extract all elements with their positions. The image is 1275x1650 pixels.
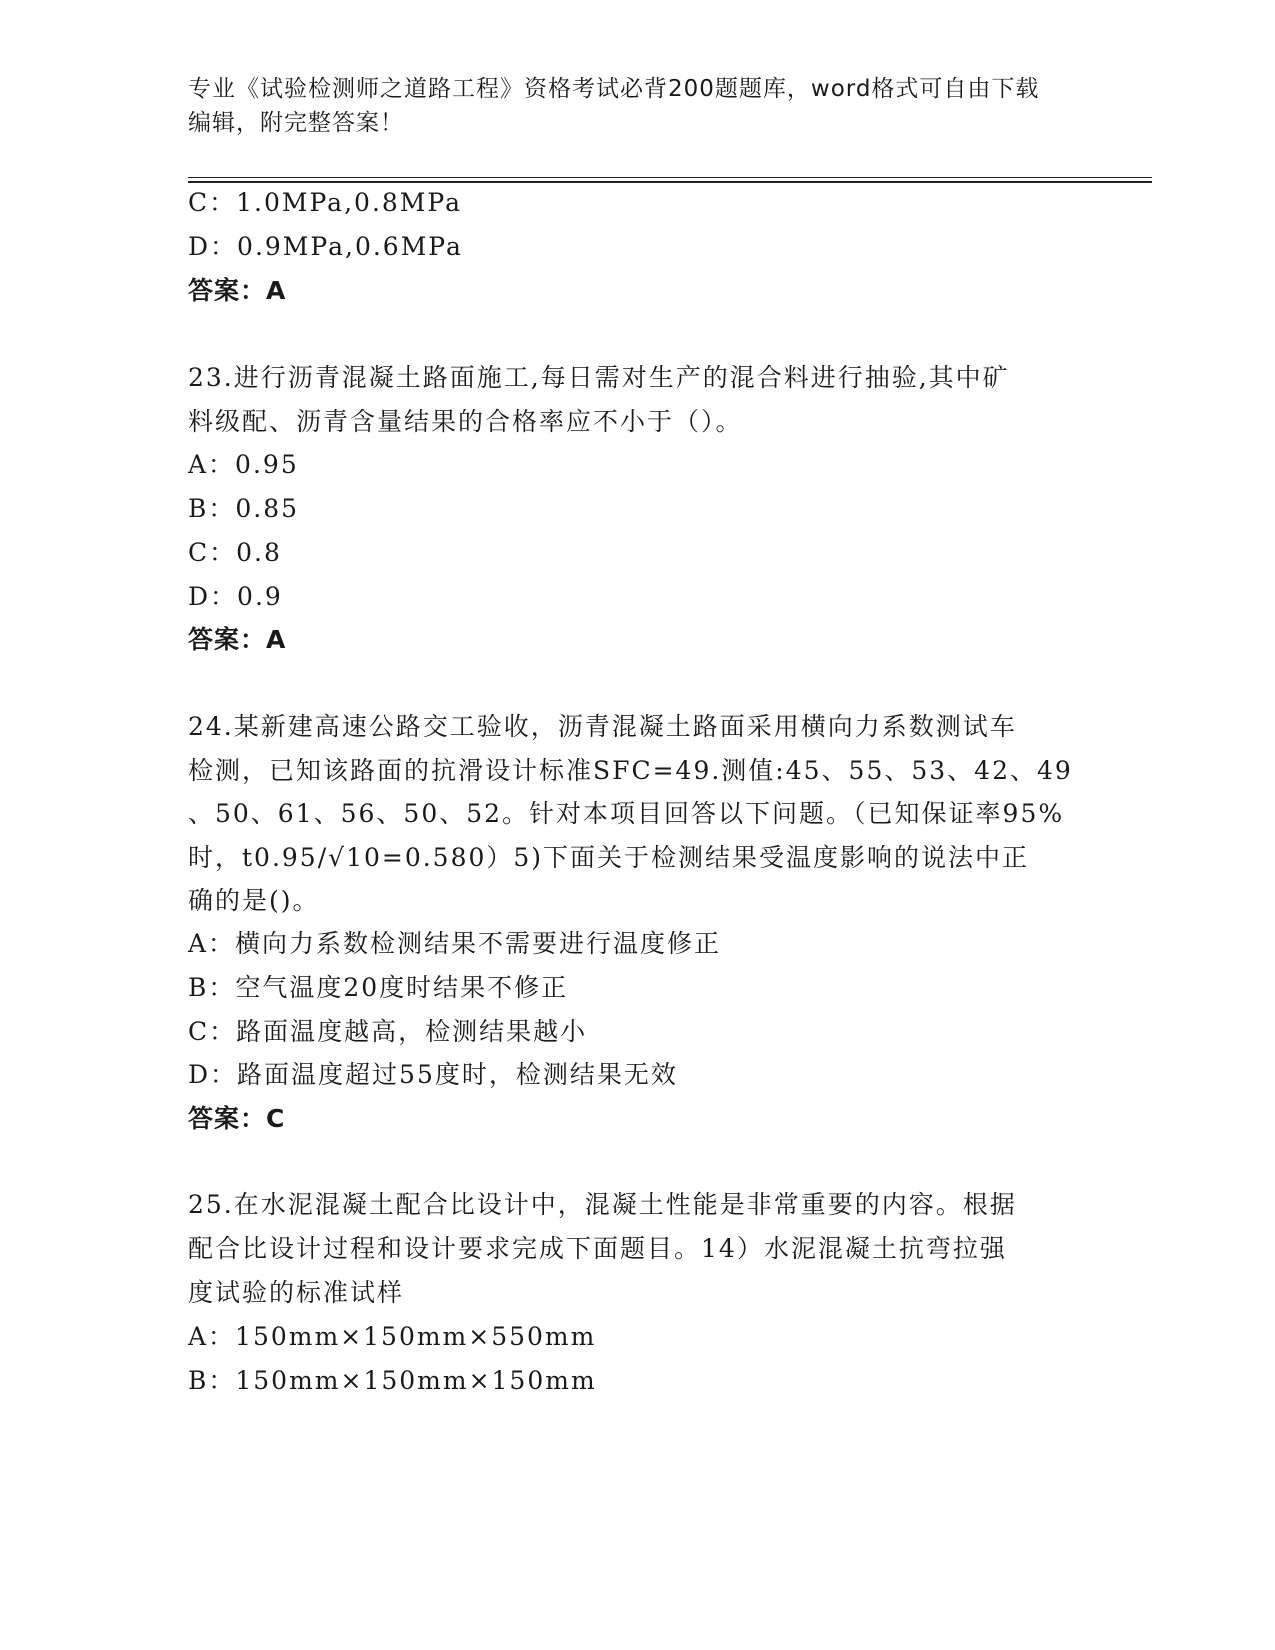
q24-text-line-2: 检测，已知该路面的抗滑设计标准SFC=49.测值:45、55、53、42、49: [188, 756, 1073, 785]
header-rule-thin: [188, 177, 1152, 178]
q24-text-line-5: 确的是()。: [188, 886, 320, 915]
q25-text-line-3: 度试验的标准试样: [188, 1278, 405, 1307]
q25-text-line-1: 25.在水泥混凝土配合比设计中，混凝土性能是非常重要的内容。根据: [188, 1190, 1017, 1219]
document-header: [188, 72, 1088, 140]
q24-option-d: D：路面温度超过55度时，检测结果无效: [188, 1060, 678, 1089]
q24-option-c: C：路面温度越高，检测结果越小: [188, 1017, 588, 1046]
header-line-2: 编辑，附完整答案！: [188, 110, 404, 136]
q23-text-line-2: 料级配、沥青含量结果的合格率应不小于（）。: [188, 407, 743, 436]
q23-option-a: A：0.95: [188, 450, 299, 479]
q25-option-a: A：150mm×150mm×550mm: [188, 1322, 597, 1351]
q23-text-line-1: 23.进行沥青混凝土路面施工,每日需对生产的混合料进行抽验,其中矿: [188, 363, 1010, 392]
q24-option-b: B：空气温度20度时结果不修正: [188, 973, 569, 1002]
q23-option-b: B：0.85: [188, 494, 300, 523]
q24-text-line-1: 24.某新建高速公路交工验收，沥青混凝土路面采用横向力系数测试车: [188, 712, 1017, 741]
q24-option-a: A：横向力系数检测结果不需要进行温度修正: [188, 929, 722, 958]
prev-answer: 答案：A: [188, 276, 287, 305]
q25-option-b: B：150mm×150mm×150mm: [188, 1366, 597, 1395]
q23-option-c: C：0.8: [188, 538, 282, 567]
header-rule-thick: [188, 181, 1152, 183]
prev-option-c: C：1.0MPa,0.8MPa: [188, 188, 462, 217]
q24-answer: 答案：C: [188, 1104, 286, 1133]
q23-answer: 答案：A: [188, 625, 287, 654]
prev-option-d: D：0.9MPa,0.6MPa: [188, 232, 463, 261]
q24-text-line-4: 时，t0.95/√10=0.580）5)下面关于检测结果受温度影响的说法中正: [188, 843, 1030, 872]
q23-option-d: D：0.9: [188, 582, 283, 611]
header-line-1: 专业《试验检测师之道路工程》资格考试必背200题题库，word格式可自由下载: [188, 76, 1040, 102]
q25-text-line-2: 配合比设计过程和设计要求完成下面题目。14）水泥混凝土抗弯拉强: [188, 1234, 1007, 1263]
q24-text-line-3: 、50、61、56、50、52。针对本项目回答以下问题。（已知保证率95%: [188, 799, 1065, 828]
